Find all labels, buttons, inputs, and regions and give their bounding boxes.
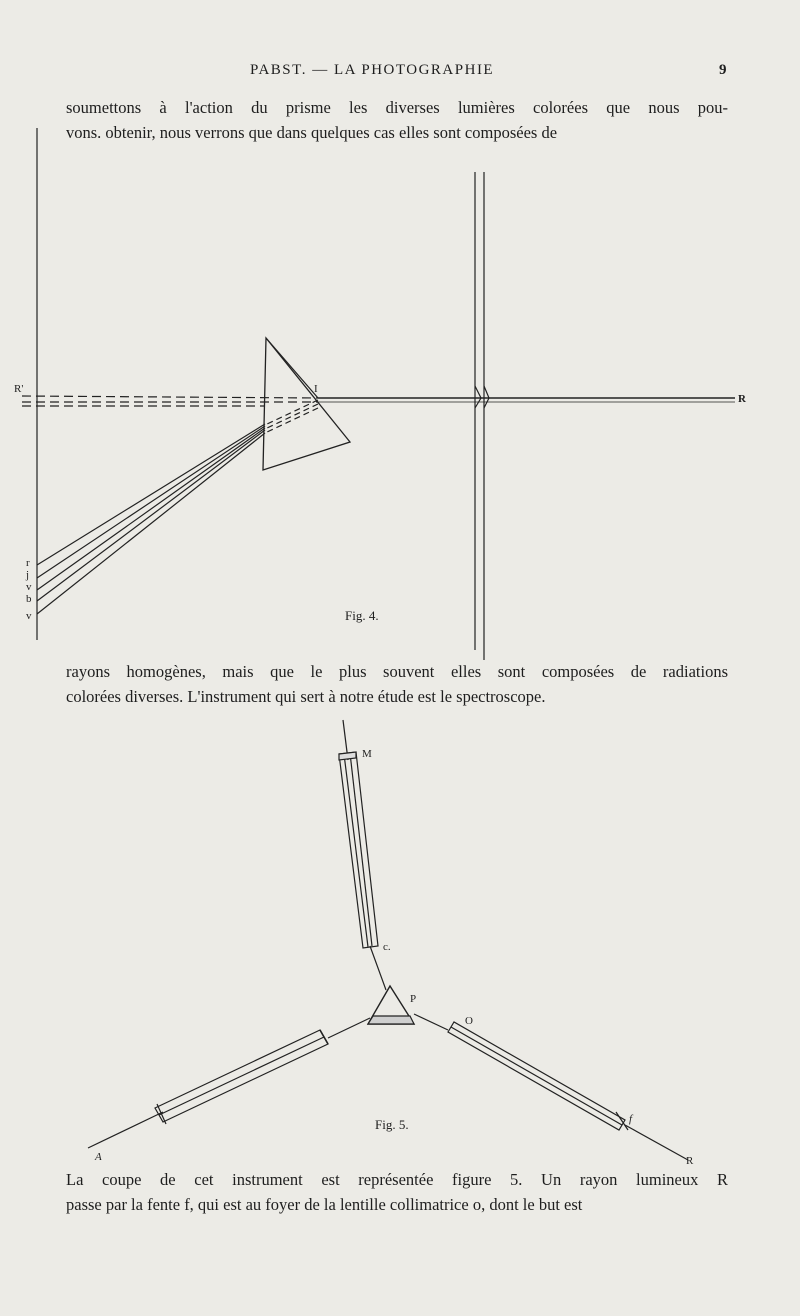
label-p: P <box>410 993 417 1005</box>
label-o: O <box>465 1015 473 1027</box>
label-spectrum-v: v <box>26 581 32 593</box>
figure-5-caption: Fig. 5. <box>375 1117 409 1132</box>
label-spectrum-b: b <box>26 593 32 605</box>
figure-4-caption: Fig. 4. <box>345 608 379 623</box>
page-number: 9 <box>719 62 728 78</box>
text-line: soumettons à l'action du prisme les diverses lumières colorées que nous pou- <box>66 98 728 117</box>
label-a: A <box>95 1151 102 1163</box>
telescope-tube-m <box>339 752 378 948</box>
text-line: colorées diverses. L'instrument qui sert à notre étude est le spectroscope. <box>66 687 546 706</box>
label-r-prime: R' <box>14 383 24 395</box>
label-spectrum-j: j <box>26 569 30 581</box>
label-c: c. <box>383 941 391 953</box>
label-spectrum-v2: v <box>26 610 32 622</box>
label-i: I <box>314 383 318 395</box>
running-title: PABST. — LA PHOTOGRAPHIE <box>250 62 495 78</box>
text-line: rayons homogènes, mais que le plus souvent elles sont composées de radiations <box>66 662 728 681</box>
label-r: R <box>738 393 746 405</box>
paragraph-closing <box>66 1167 728 1217</box>
label-r: R <box>686 1155 694 1167</box>
label-f: f <box>629 1113 633 1125</box>
text-line: La coupe de cet instrument est représentée figure 5. Un rayon lumineux R <box>66 1170 728 1189</box>
label-m: M <box>362 748 372 760</box>
text-line: vons. obtenir, nous verrons que dans quelques cas elles sont composées de <box>66 123 558 142</box>
text-line: passe par la fente f, qui est au foyer de la lentille collimatrice o, dont le but est <box>66 1195 583 1214</box>
label-spectrum-r: r <box>26 557 30 569</box>
